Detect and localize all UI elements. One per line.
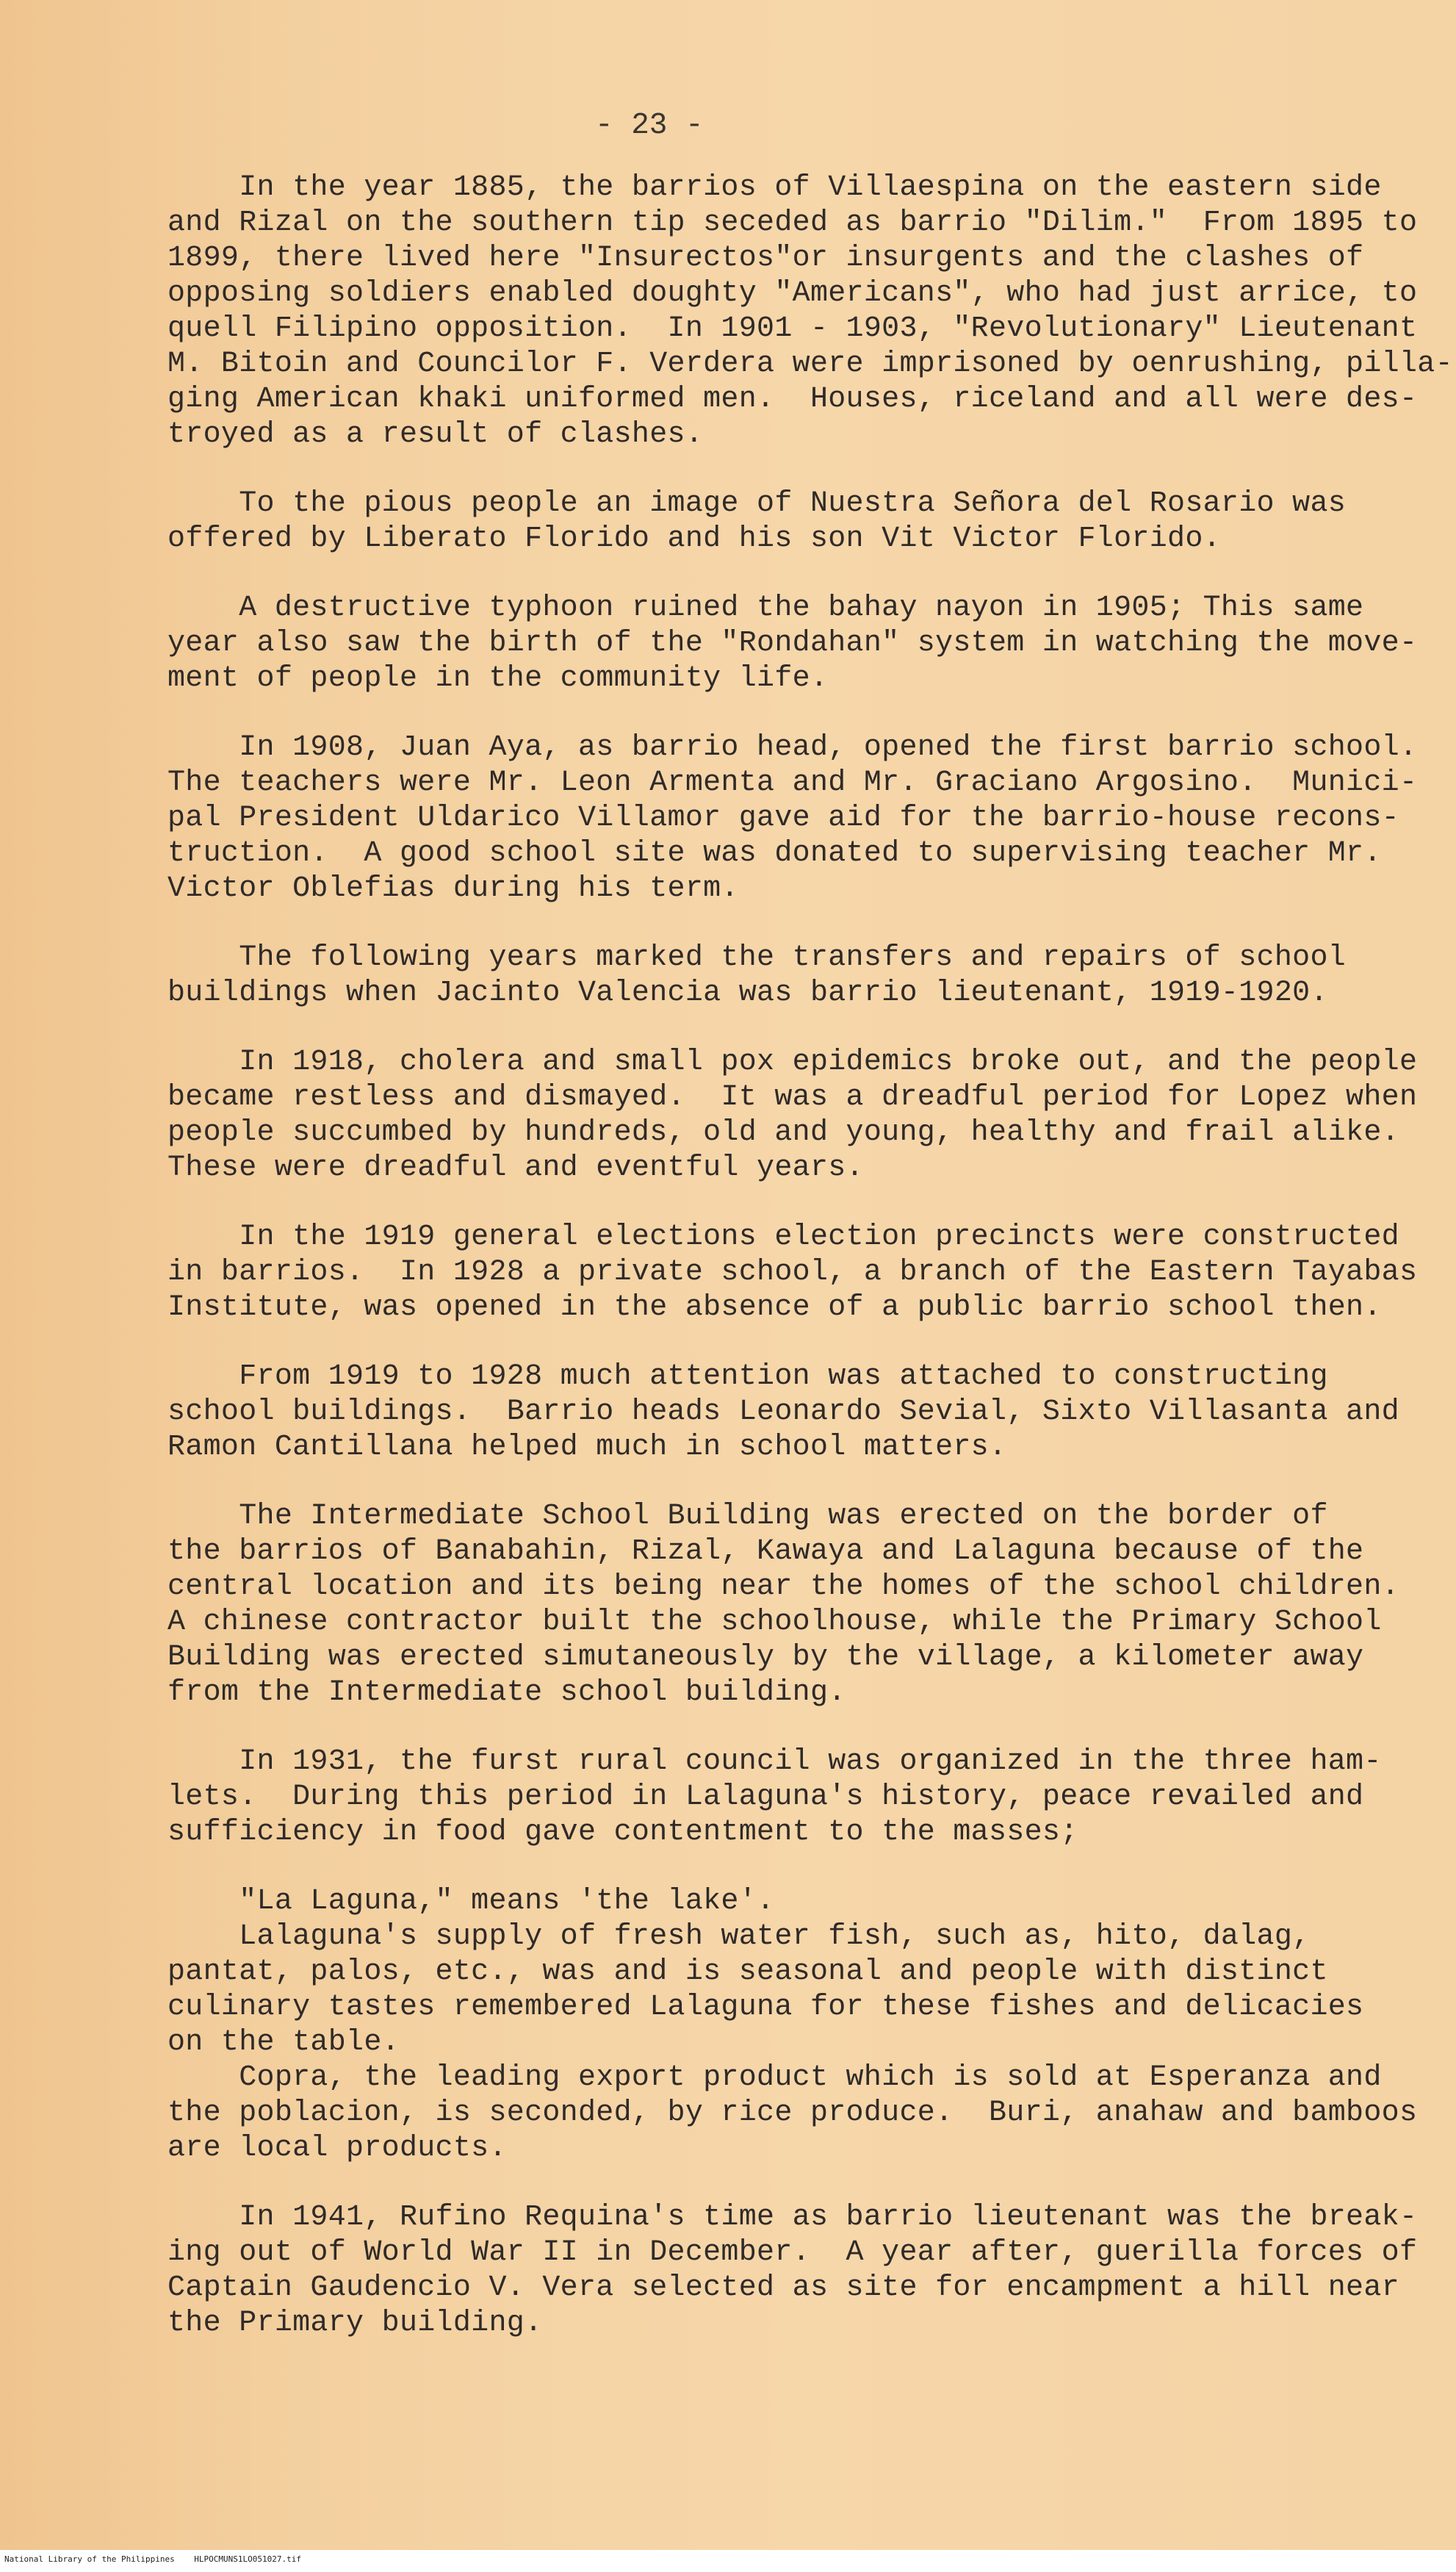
text-line: and Rizal on the southern tip seceded as barrio "Dilim." From 1895 to	[167, 206, 1418, 240]
text-line: ment of people in the community life.	[167, 662, 829, 695]
text-line: ging American khaki uniformed men. Houses, riceland and all were des-	[167, 383, 1418, 416]
text-line: offered by Liberato Florido and his son Vit Victor Florido.	[167, 522, 1221, 556]
text-line: lets. During this period in Lalaguna's history, peace revailed and	[167, 1781, 1364, 1814]
text-line: opposing soldiers enabled doughty "Americans", who had just arrice, to	[167, 277, 1418, 310]
text-line: the Primary building.	[167, 2307, 543, 2340]
text-line: In 1941, Rufino Requina's time as barrio lieutenant was the break-	[167, 2201, 1418, 2234]
paragraph	[167, 1884, 1372, 2061]
text-line: In 1931, the furst rural council was organized in the three ham-	[167, 1745, 1382, 1778]
paragraph	[167, 730, 1418, 907]
text-line: These were dreadful and eventful years.	[167, 1152, 864, 1185]
text-line: In the year 1885, the barrios of Villaespina on the eastern side	[167, 171, 1382, 204]
text-line: pal President Uldarico Villamor gave aid for the barrio-house recons-	[167, 802, 1399, 835]
text-line: Copra, the leading export product which is sold at Esperanza and	[167, 2061, 1382, 2094]
paragraph	[167, 591, 1418, 697]
paragraph	[167, 941, 1372, 1011]
text-line: Victor Oblefias during his term.	[167, 872, 739, 905]
paragraph	[167, 2200, 1418, 2341]
text-line: from the Intermediate school building.	[167, 1676, 846, 1709]
text-line: The following years marked the transfers and repairs of school	[167, 941, 1347, 974]
text-line: truction. A good school site was donated to supervising teacher Mr.	[167, 837, 1382, 870]
text-line: 1899, there lived here "Insurectos"or insurgents and the clashes of	[167, 242, 1364, 275]
text-line: year also saw the birth of the "Rondahan" system in watching the move-	[167, 627, 1418, 660]
text-line: the barrios of Banabahin, Rizal, Kawaya and Lalaguna because of the	[167, 1535, 1364, 1568]
text-line: Ramon Cantillana helped much in school matters.	[167, 1431, 1007, 1464]
page-number: - 23 -	[595, 109, 704, 143]
text-line: became restless and dismayed. It was a dreadful period for Lopez when	[167, 1081, 1418, 1114]
paragraph	[167, 486, 1372, 557]
text-line: "La Laguna," means 'the lake'.	[167, 1885, 775, 1918]
paragraph	[167, 170, 1453, 453]
text-line: In 1908, Juan Aya, as barrio head, opened the first barrio school.	[167, 731, 1418, 764]
text-line: In the 1919 general elections election precincts were constructed	[167, 1221, 1399, 1254]
text-line: ing out of World War II in December. A year after, guerilla forces of	[167, 2236, 1418, 2269]
text-line: In 1918, cholera and small pox epidemics broke out, and the people	[167, 1046, 1418, 1079]
text-line: Captain Gaudencio V. Vera selected as site for encampment a hill near	[167, 2271, 1399, 2305]
text-line: The teachers were Mr. Leon Armenta and Mr. Graciano Argosino. Munici-	[167, 766, 1418, 800]
text-line: buildings when Jacinto Valencia was barrio lieutenant, 1919-1920.	[167, 977, 1328, 1010]
paragraph	[167, 1220, 1418, 1326]
text-line: the poblacion, is seconded, by rice produce. Buri, anahaw and bamboos	[167, 2097, 1418, 2130]
document-body	[167, 170, 1453, 2375]
text-line: are local products.	[167, 2132, 507, 2165]
text-line: M. Bitoin and Councilor F. Verdera were imprisoned by oenrushing, pilla-	[167, 348, 1453, 381]
text-line: sufficiency in food gave contentment to the masses;	[167, 1816, 1078, 1849]
text-line: central location and its being near the homes of the school children.	[167, 1570, 1399, 1603]
footer-caption: National Library of the Philippines HLPOCMUNS1LO051027.tif	[4, 2554, 301, 2564]
text-line: To the pious people an image of Nuestra Señora del Rosario was	[167, 487, 1347, 520]
text-line: quell Filipino opposition. In 1901 - 1903, "Revolutionary" Lieutenant	[167, 312, 1418, 345]
text-line: A chinese contractor built the schoolhouse, while the Primary School	[167, 1606, 1382, 1639]
text-line: school buildings. Barrio heads Leonardo Sevial, Sixto Villasanta and	[167, 1395, 1399, 1429]
text-line: troyed as a result of clashes.	[167, 418, 704, 451]
text-line: Institute, was opened in the absence of a public barrio school then.	[167, 1291, 1382, 1324]
paragraph	[167, 1499, 1399, 1711]
text-line: Building was erected simutaneously by the village, a kilometer away	[167, 1641, 1364, 1674]
text-line: on the table.	[167, 2026, 400, 2059]
text-line: From 1919 to 1928 much attention was attached to constructing	[167, 1360, 1328, 1393]
text-line: The Intermediate School Building was erected on the border of	[167, 1500, 1328, 1533]
paragraph	[167, 2061, 1418, 2166]
paragraph	[167, 1045, 1418, 1186]
paragraph	[167, 1745, 1382, 1850]
text-line: in barrios. In 1928 a private school, a branch of the Eastern Tayabas	[167, 1256, 1418, 1289]
paragraph	[167, 1359, 1399, 1465]
text-line: culinary tastes remembered Lalaguna for these fishes and delicacies	[167, 1991, 1364, 2024]
text-line: people succumbed by hundreds, old and young, healthy and frail alike.	[167, 1116, 1399, 1149]
text-line: pantat, palos, etc., was and is seasonal and people with distinct	[167, 1955, 1328, 1989]
text-line: Lalaguna's supply of fresh water fish, such as, hito, dalag,	[167, 1920, 1311, 1953]
text-line: A destructive typhoon ruined the bahay nayon in 1905; This same	[167, 592, 1364, 625]
